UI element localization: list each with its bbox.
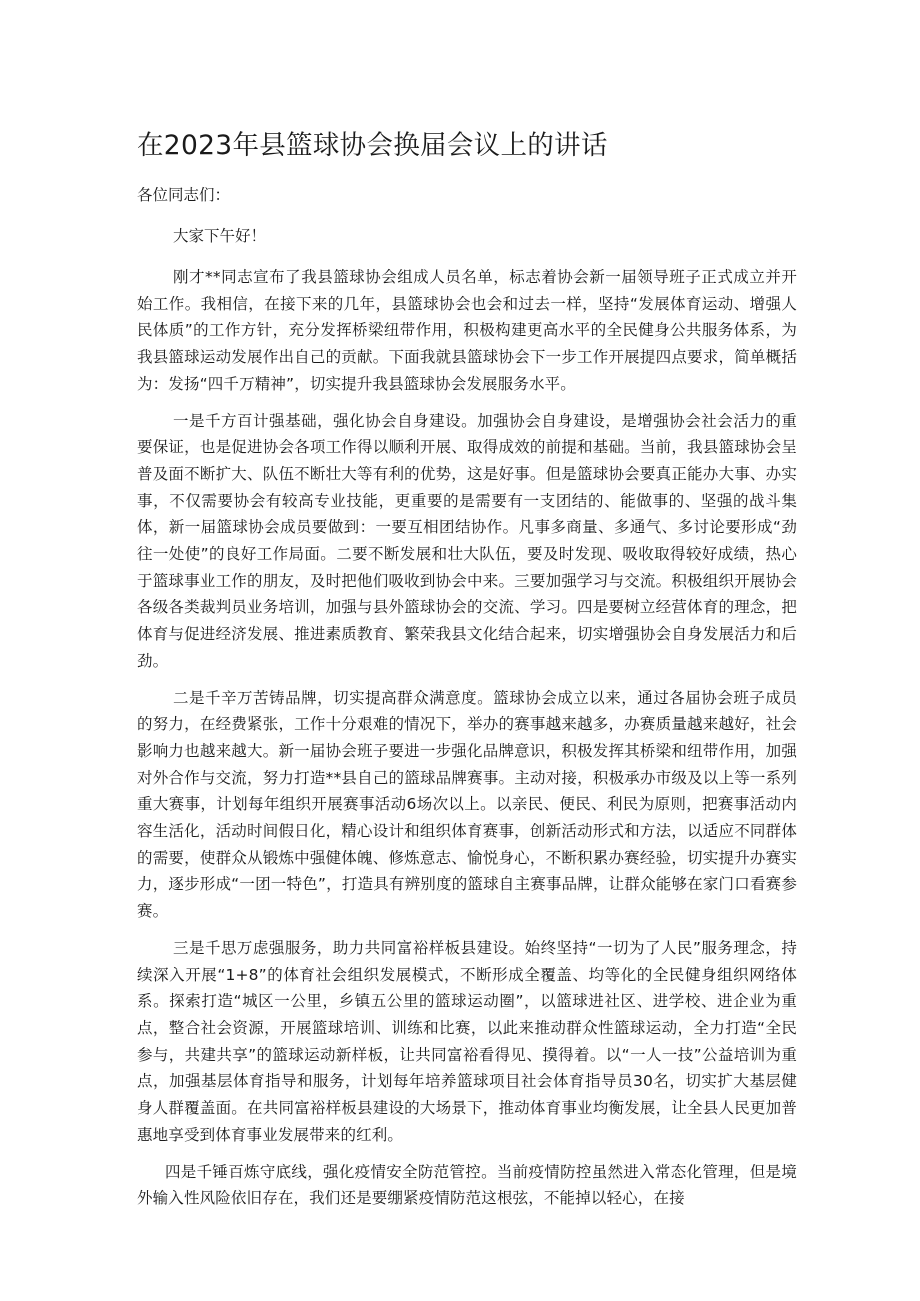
paragraph-point-one: 一是千方百计强基础，强化协会自身建设。加强协会自身建设，是增强协会社会活力的重要保证，也是促进协会各项工作得以顺利开展、取得成效的前提和基础。当前，我县篮球协会呈普及面不断扩大、队伍不断壮大等有利的优势，这是好事。但是篮球协会要真正能办大事、办实事，不仅需要协会有较高专业技能，更重要的是需要有一支团结的、能做事的、坚强的战斗集体，新一届篮球协会成员要做到：一要互相团结协作。凡事多商量、多通气、多讨论要形成“劲往一处使”的良好工作局面。二要不断发展和壮大队伍，要及时发现、吸收取得较好成绩，热心于篮球事业工作的朋友，及时把他们吸收到协会中来。三要加强学习与交流。积极组织开展协会各级各类裁判员业务培训，加强与县外篮球协会的交流、学习。四是要树立经营体育的理念，把体育与促进经济发展、推进素质教育、繁荣我县文化结合起来，切实增强协会自身发展活力和后劲。 — [137, 411, 797, 670]
paragraph-point-three: 三是千思万虑强服务，助力共同富裕样板县建设。始终坚持“一切为了人民”服务理念，持续深入开展“1+8”的体育社会组织发展模式，不断形成全覆盖、均等化的全民健身组织网络体系。探索打造“城区一公里，乡镇五公里的篮球运动圈”，以篮球进社区、进学校、进企业为重点，整合社会资源，开展篮球培训、训练和比赛，以此来推动群众性篮球运动，全力打造“全民参与，共建共享”的篮球运动新样板，让共同富裕看得见、摸得着。以“一人一技”公益培训为重点，加强基层体育指导和服务，计划每年培养篮球项目社会体育指导员30名，切实扩大基层健身人群覆盖面。在共同富裕样板县建设的大场景下，推动体育事业均衡发展，让全县人民更加普惠地享受到体育事业发展带来的红利。 — [137, 938, 797, 1144]
paragraph-intro: 刚才**同志宣布了我县篮球协会组成人员名单，标志着协会新一届领导班子正式成立并开始工作。我相信，在接下来的几年，县篮球协会也会和过去一样，坚持“发展体育运动、增强人民体质”的工作方针，充分发挥桥梁纽带作用，积极构建更高水平的全民健身公共服务体系，为我县篮球运动发展作出自己的贡献。下面我就县篮球协会下一步工作开展提四点要求，简单概括为：发扬“四千万精神”，切实提升我县篮球协会发展服务水平。 — [137, 268, 797, 393]
document-title: 在2023年县篮球协会换届会议上的讲话 — [137, 130, 608, 161]
paragraph-point-two: 二是千辛万苦铸品牌，切实提高群众满意度。篮球协会成立以来，通过各届协会班子成员的努力，在经费紧张，工作十分艰难的情况下，举办的赛事越来越多，办赛质量越来越好，社会影响力也越来越大。新一届协会班子要进一步强化品牌意识，积极发挥其桥梁和纽带作用，加强对外合作与交流，努力打造**县自己的篮球品牌赛事。主动对接，积极承办市级及以上等一系列重大赛事，计划每年组织开展赛事活动6场次以上。以亲民、便民、利民为原则，把赛事活动内容生活化，活动时间假日化，精心设计和组织体育赛事，创新活动形式和方法，以适应不同群体的需要，使群众从锻炼中强健体魄、修炼意志、愉悦身心，不断积累办赛经验，切实提升办赛实力，逐步形成“一团一特色”，打造具有辨别度的篮球自主赛事品牌，让群众能够在家门口看赛参赛。 — [137, 688, 797, 921]
salutation: 各位同志们： — [137, 186, 231, 204]
paragraph-point-four: 四是千锤百炼守底线，强化疫情安全防范管控。当前疫情防控虽然进入常态化管理，但是境外输入性风险依旧存在，我们还是要绷紧疫情防范这根弦，不能掉以轻心，在接 — [137, 1162, 797, 1208]
document-page — [137, 126, 797, 1222]
greeting: 大家下午好！ — [173, 227, 267, 245]
